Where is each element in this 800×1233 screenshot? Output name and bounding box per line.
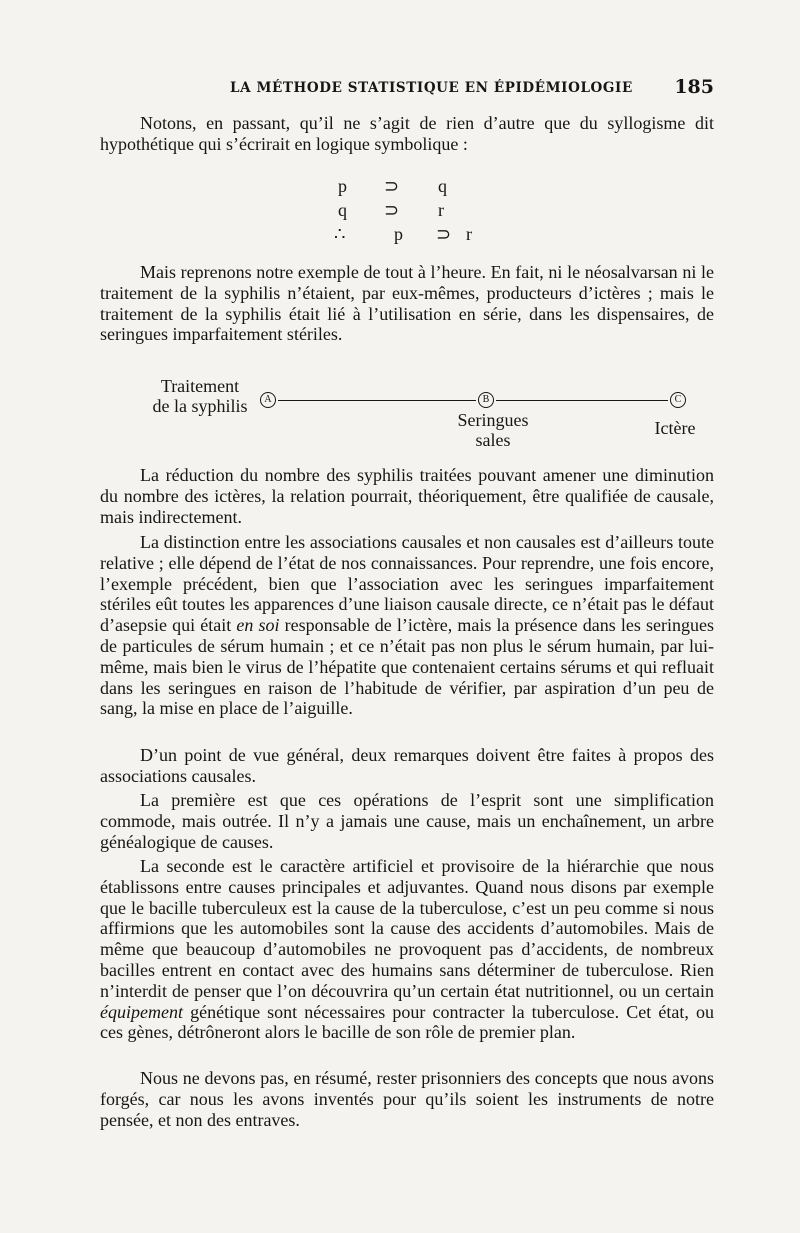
paragraph-4 (100, 532, 714, 719)
paragraph-7-part-b: génétique sont nécessaires pour contracter la tuberculose. Cet état, ou ces gènes, détrôneront alors le bacille de son rôle de premier plan. (100, 1001, 714, 1043)
syllogism-r3-a: p (394, 224, 403, 244)
node-b-label-line1: Seringues (457, 410, 529, 430)
paragraph-4-part-b: responsable de l’ictère, mais la présence dans les seringues de particules de sérum humain ; et ce n’était pas non plus le sérum humain, par lui-même, mais bien le virus de l’hépatite que contenaient certains sérums et qui refluait dans les seringues en raison de l’habitude de vérifier, par aspiration d’un peu de sang, la mise en place de l’aiguille. (100, 615, 714, 719)
syllogism-r2-a: q (338, 200, 347, 220)
paragraph-5: D’un point de vue général, deux remarques doivent être faites à propos des associations causales. (100, 745, 714, 786)
node-a-label-line2: de la syphilis (152, 396, 248, 416)
paragraph-7 (100, 856, 714, 1043)
causal-chain-diagram (100, 372, 714, 452)
node-c-label: Ictère (654, 418, 696, 438)
node-a-label (130, 376, 270, 416)
syllogism-r1-b: q (438, 176, 447, 196)
paragraph-8: Nous ne devons pas, en résumé, rester prisonniers des concepts que nous avons forgés, car nous les avons inventés pour qu’ils soient les instruments de notre pensée, et non des entraves. (100, 1068, 714, 1130)
page-header (100, 78, 714, 102)
paragraph-3: La réduction du nombre des syphilis traitées pouvant amener une diminution du nombre des ictères, la relation pourrait, théoriquement, être qualifiée de causale, mais indirectement. (100, 465, 714, 527)
paragraph-7-part-a: La seconde est le caractère artificiel et provisoire de la hiérarchie que nous établissons entre causes principales et adjuvantes. Quand nous disons par exemple que le bacille tuberculeux est la cause de la tuberculose, c’est un peu comme si nous affirmions que les automobiles sont la cause des accidents d’automobiles. Mais de même que beaucoup d’automobiles ne provoquent pas d’accidents, de nombreux bacilles entrent en contact avec des humains sans déterminer de tuberculose. Rien n’interdit de penser que l’on découvrira qu’un certain état nutritionnel, ou un certain (100, 856, 714, 1001)
paragraph-4-emphasis: en soi (236, 615, 280, 636)
node-b-label-line2: sales (475, 430, 511, 450)
link-a-b (278, 400, 476, 401)
syllogism-formula (320, 170, 520, 260)
page-number: 185 (674, 76, 714, 98)
node-a-label-line1: Traitement (160, 376, 240, 396)
paragraph-7-emphasis: équipement (100, 1001, 183, 1022)
running-title: LA MÉTHODE STATISTIQUE EN ÉPIDÉMIOLOGIE (230, 80, 633, 96)
syllogism-r1-a: p (338, 176, 347, 196)
syllogism-r2-b: r (438, 200, 444, 220)
node-a-circle: A (260, 392, 276, 408)
syllogism-r2-op: ⊃ (384, 200, 400, 220)
paragraph-6: La première est que ces opérations de l’esprit sont une simplification commode, mais outrée. Il n’y a jamais une cause, mais un enchaînement, un arbre généalogique de causes. (100, 790, 714, 852)
paragraph-1: Notons, en passant, qu’il ne s’agit de rien d’autre que du syllogisme dit hypothétique qui s’écrirait en logique symbolique : (100, 113, 714, 154)
node-b-label (438, 410, 548, 450)
syllogism-r3-b: r (466, 224, 472, 244)
node-b-circle: B (478, 392, 494, 408)
syllogism-r3-op: ⊃ (436, 224, 452, 244)
syllogism-r1-op: ⊃ (384, 176, 400, 196)
paragraph-4-part-a: La distinction entre les associations causales et non causales est d’ailleurs toute relative ; elle dépend de l’état de nos connaissances. Pour reprendre, une fois encore, l’exemple précédent, bien que l’association avec les seringues imparfaitement stériles eût toutes les apparences d’une liaison causale directe, ce n’était pas le défaut d’asepsie qui était (100, 532, 714, 636)
node-c-circle: C (670, 392, 686, 408)
paragraph-2: Mais reprenons notre exemple de tout à l’heure. En fait, ni le néosalvarsan ni le traitement de la syphilis n’étaient, par eux-mêmes, producteurs d’ictères ; mais le traitement de la syphilis était lié à l’utilisation en série, dans les dispensaires, de seringues imparfaitement stériles. (100, 262, 714, 345)
syllogism-therefore: ∴ (334, 224, 346, 244)
link-b-c (496, 400, 668, 401)
